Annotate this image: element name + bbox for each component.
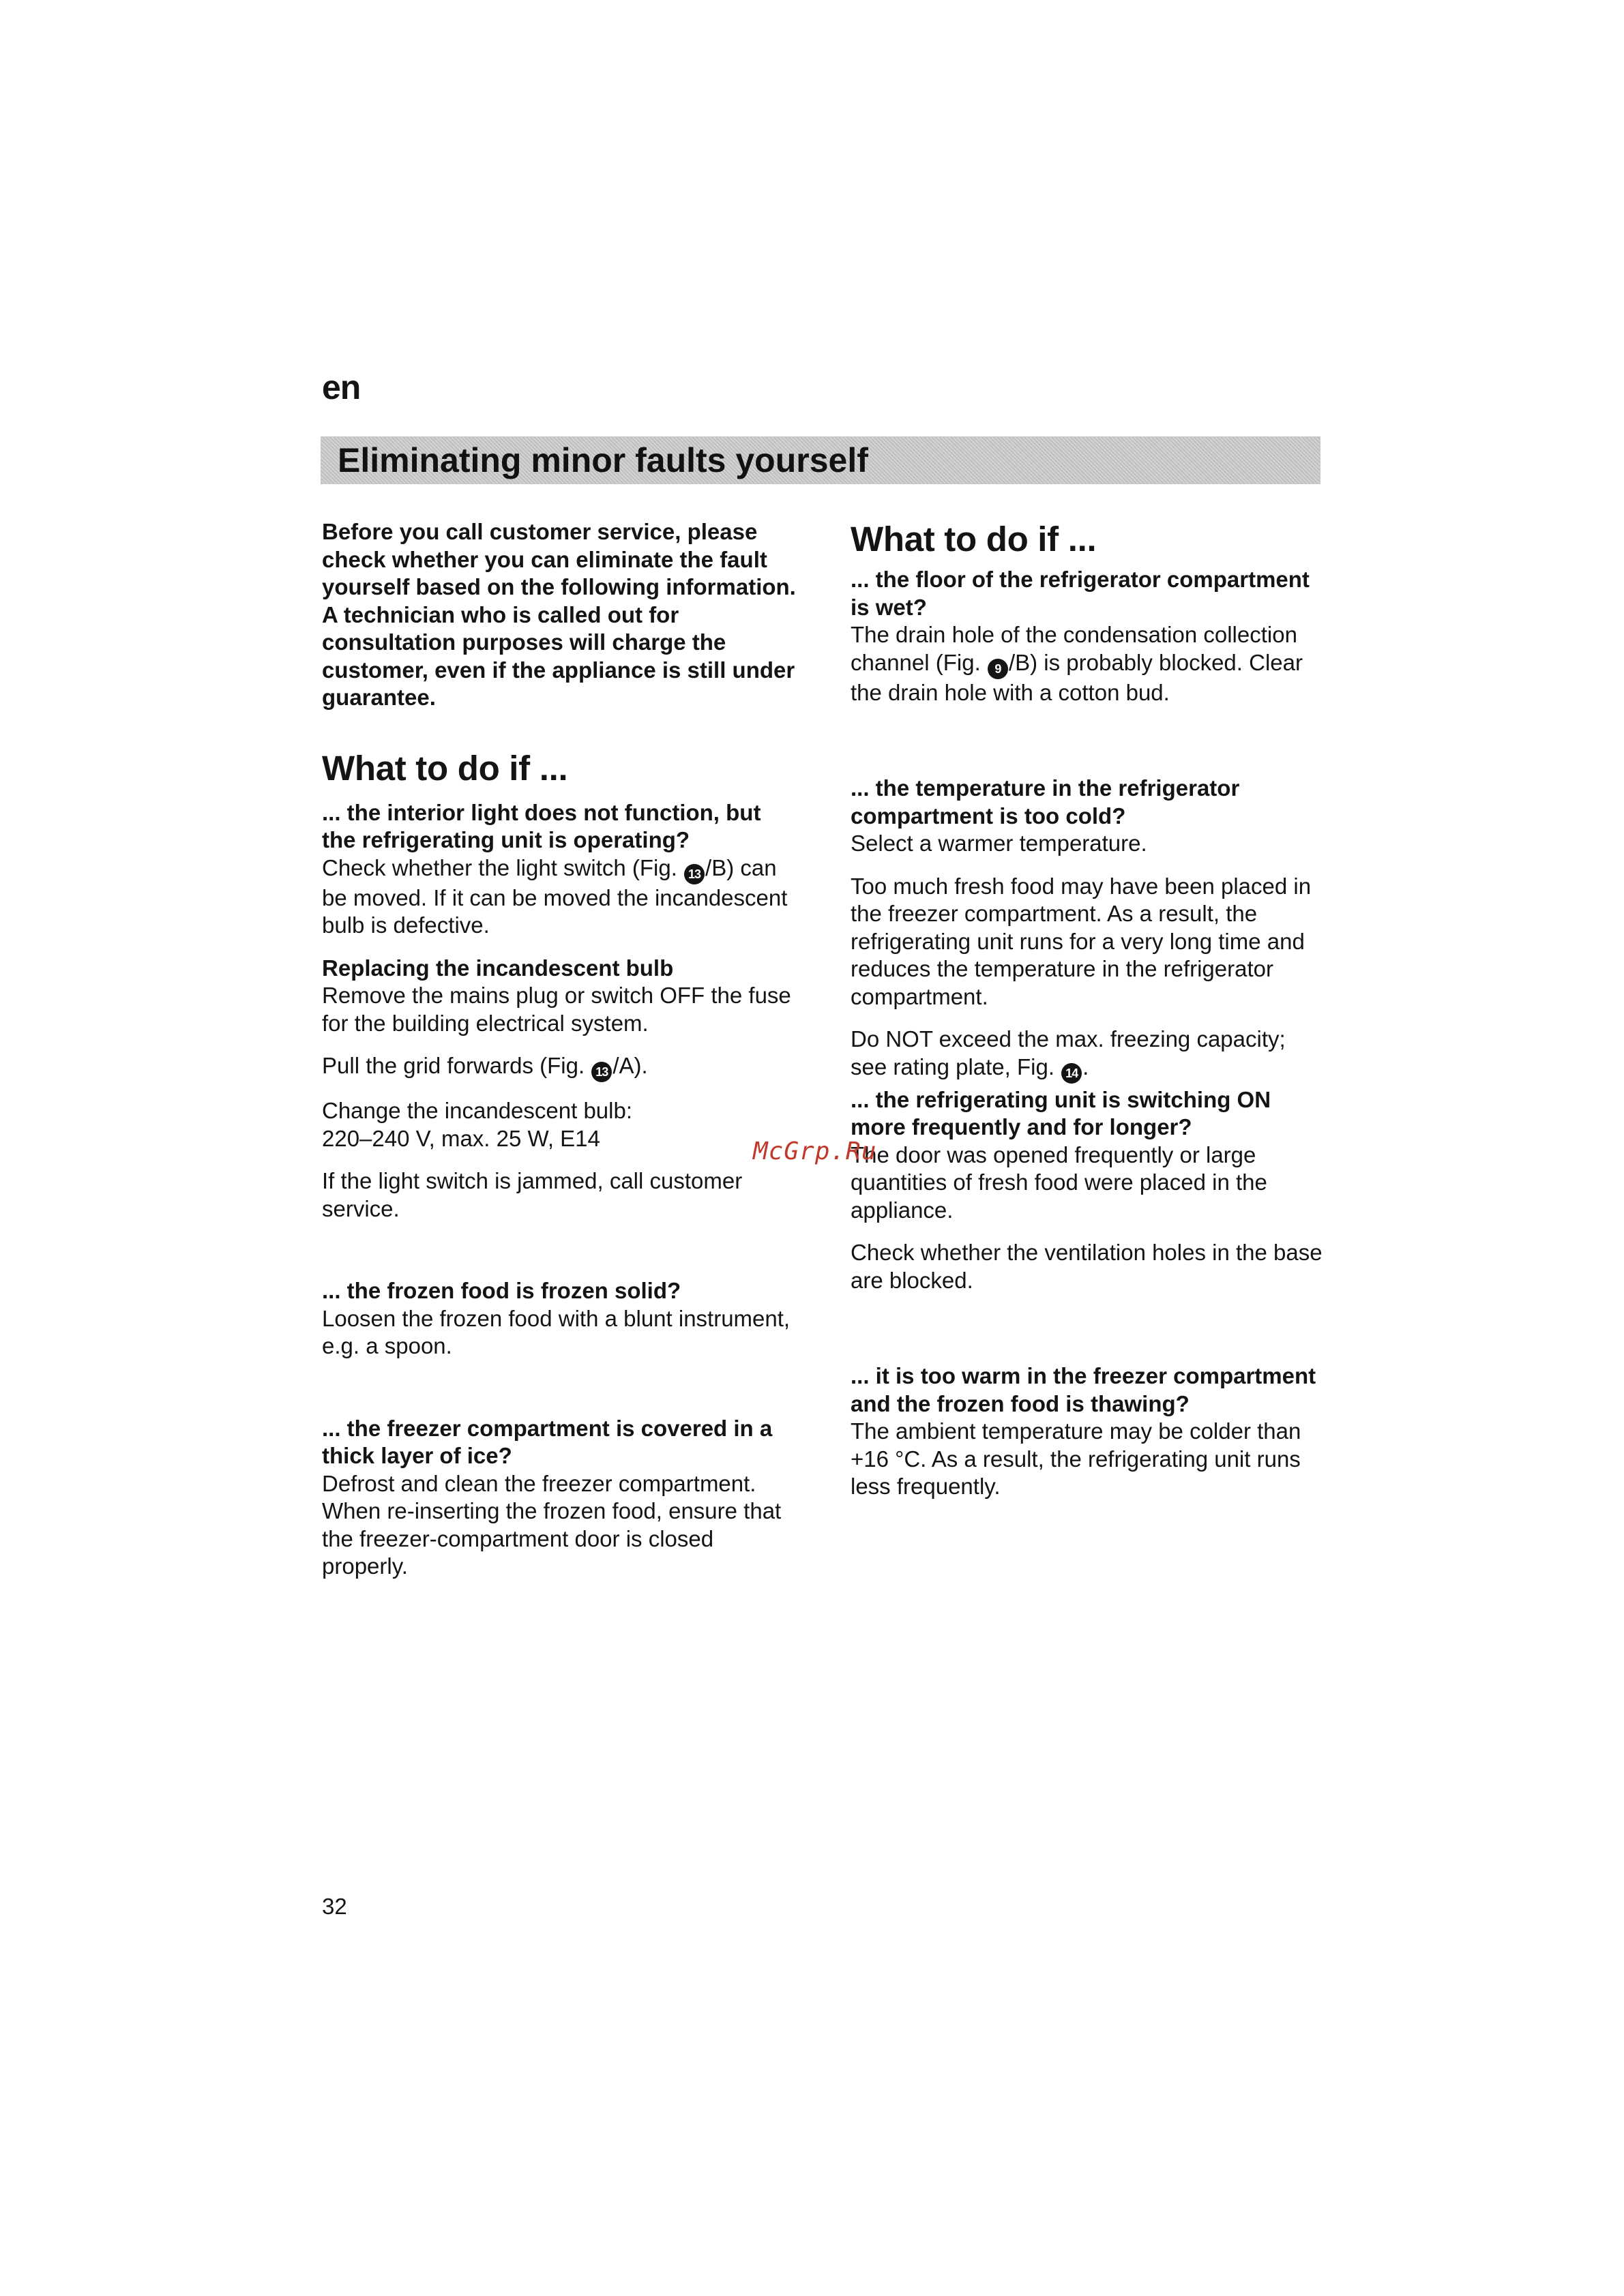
right-column (851, 518, 1328, 1501)
figure-reference-icon: 13 (684, 864, 705, 884)
spec-line: 220–240 V, max. 25 W, E14 (322, 1125, 600, 1151)
figure-reference-icon: 14 (1061, 1063, 1082, 1084)
bulb-instruction (322, 1052, 799, 1082)
section-banner (321, 436, 1320, 484)
fault-freezer-too-warm (851, 1362, 1328, 1501)
fault-ice-layer (322, 1415, 799, 1581)
fault-answer (851, 621, 1328, 706)
section-heading: What to do if ... (322, 748, 568, 788)
fault-question: ... the freezer compartment is covered in a thick layer of ice? (322, 1415, 773, 1468)
page-number: 32 (322, 1894, 347, 1919)
figure-reference-icon: 13 (591, 1062, 612, 1082)
bulb-replacement-block (322, 955, 799, 1223)
watermark: McGrp.Ru (753, 1137, 877, 1165)
answer-text: /B) can be moved. If it can be moved the incandescent bulb is defective. (322, 854, 788, 938)
fault-answer (851, 1026, 1328, 1084)
bulb-instruction: Remove the mains plug or switch OFF the fuse for the building electrical system. (322, 983, 791, 1036)
section-heading: What to do if ... (851, 520, 1097, 558)
fault-question: ... the interior light does not function, but the refrigerating unit is operating? (322, 799, 761, 852)
left-column (322, 518, 799, 1581)
answer-text: . (1082, 1054, 1089, 1079)
instruction-text: /A). (612, 1053, 648, 1078)
answer-text: Do NOT exceed the max. freezing capacity; see rating plate, Fig. (851, 1026, 1286, 1079)
answer-text: Check whether the light switch (Fig. (322, 854, 684, 880)
fault-question: ... the frozen food is frozen solid? (322, 1278, 681, 1303)
fault-answer: Select a warmer temperature. (851, 831, 1147, 856)
subsection-title: Replacing the incandescent bulb (322, 955, 674, 981)
intro-paragraph: Before you call customer service, please check whether you can eliminate the fault yourself based on the following information. (322, 519, 796, 599)
fault-switching-on (851, 1086, 1328, 1295)
instruction-text: Pull the grid forwards (Fig. (322, 1053, 591, 1078)
fault-question: ... the temperature in the refrigerator compartment is too cold? (851, 775, 1240, 829)
fault-question: ... the floor of the refrigerator compartment is wet? (851, 567, 1310, 620)
spec-line: Change the incandescent bulb: (322, 1098, 633, 1123)
page-title: Eliminating minor faults yourself (338, 441, 868, 479)
fault-question: ... it is too warm in the freezer compartment and the frozen food is thawing? (851, 1363, 1316, 1416)
fault-answer: Too much fresh food may have been placed in the freezer compartment. As a result, the refrigerating unit runs for a very long time and reduces the temperature in the refrigerator compartment. (851, 873, 1312, 1009)
bulb-instruction: If the light switch is jammed, call customer service. (322, 1168, 743, 1221)
fault-question: ... the refrigerating unit is switching ON more frequently and for longer? (851, 1086, 1271, 1139)
answer-text: /B) is probably blocked. Clear the drain hole with a cotton bud. (851, 649, 1303, 705)
fault-frozen-solid (322, 1277, 799, 1360)
fault-answer: Loosen the frozen food with a blunt instrument, e.g. a spoon. (322, 1305, 791, 1358)
answer-text: The drain hole of the condensation collection channel (Fig. (851, 622, 1297, 675)
intro-warning: A technician who is called out for consultation purposes will charge the customer, even if the appliance is still under guarantee. (322, 601, 795, 710)
bulb-spec (322, 1097, 799, 1152)
fault-too-cold (851, 775, 1328, 1084)
fault-answer (322, 854, 799, 940)
fault-answer: Check whether the ventilation holes in the base are blocked. (851, 1240, 1323, 1293)
fault-answer: The door was opened frequently or large quantities of fresh food were placed in the appliance. (851, 1142, 1267, 1223)
fault-answer: Defrost and clean the freezer compartment. When re-inserting the frozen food, ensure that the freezer-compartment door is closed properly. (322, 1470, 782, 1579)
figure-reference-icon: 9 (988, 659, 1008, 679)
fault-answer: The ambient temperature may be colder than +16 °C. As a result, the refrigerating unit runs less frequently. (851, 1418, 1301, 1499)
fault-interior-light (322, 799, 799, 940)
language-tag: en (322, 368, 361, 406)
fault-wet-floor (851, 566, 1328, 706)
